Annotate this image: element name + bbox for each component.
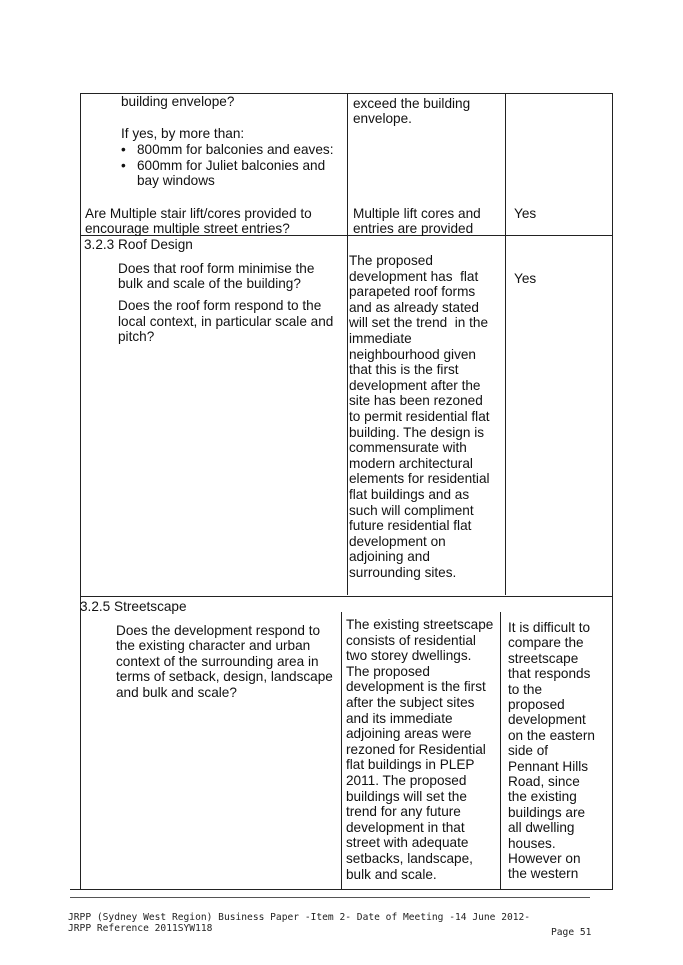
street-compliance-line: all dwelling [508, 820, 575, 836]
street-question-line: Does the development respond to [116, 623, 321, 638]
roof-comment-line: building. The design is [349, 424, 485, 440]
row-divider-street [80, 596, 613, 597]
col-divider-1b [341, 612, 342, 889]
envelope-comment-2: envelope. [353, 111, 412, 126]
street-comment-line: trend for any future [346, 804, 461, 820]
roof-comment-line: to permit residential flat [349, 409, 490, 424]
page-number: Page 51 [551, 927, 592, 938]
roof-comment-line: site has been rezoned [349, 393, 483, 409]
street-comment-line: street with adequate [346, 835, 469, 851]
roof-comment-line: modern architectural [349, 455, 473, 471]
street-comment-line: and its immediate [346, 710, 453, 726]
footer-line-2: JRPP Reference 2011SYW118 [68, 923, 213, 934]
table-left-border [80, 93, 81, 889]
roof-comment-line: surrounding sites. [349, 565, 457, 580]
footer-rule [70, 897, 590, 898]
stair-compliance: Yes [514, 206, 537, 221]
street-comment-line: The proposed [346, 663, 430, 679]
street-compliance-line: the western [508, 866, 579, 882]
footer-line-1: JRPP (Sydney West Region) Business Paper -Item 2- Date of Meeting -14 June 2012- [68, 912, 531, 923]
street-compliance-line: It is difficult to [508, 620, 591, 635]
stair-comment-1: Multiple lift cores and [353, 206, 481, 221]
street-compliance-line: compare the [508, 635, 584, 651]
table-bottom-border [70, 889, 613, 890]
col-divider-2 [505, 93, 506, 595]
stair-question-1: Are Multiple stair lift/cores provided to [85, 206, 312, 221]
roof-comment-line: immediate [349, 331, 412, 346]
street-comment-line: after the subject sites [346, 695, 475, 710]
street-compliance-line: proposed [508, 697, 565, 712]
roof-question-1a: Does that roof form minimise the [118, 261, 315, 276]
street-question-line: terms of setback, design, landscape [116, 669, 333, 685]
roof-question-1b: bulk and scale of the building? [118, 276, 301, 291]
street-comment-line: The existing streetscape [346, 617, 494, 632]
stair-comment-2: entries are provided [353, 221, 474, 236]
street-compliance-line: However on [508, 851, 581, 866]
street-comment-line: buildings will set the [346, 788, 467, 804]
roof-comment-line: The proposed [349, 253, 433, 268]
roof-comment-line: parapeted roof forms [349, 284, 476, 300]
roof-comment-line: future residential flat [349, 518, 472, 534]
roof-question-2b: local context, in particular scale and [118, 314, 334, 329]
table-right-border [612, 93, 613, 889]
street-compliance-line: houses. [508, 835, 556, 851]
street-heading: 3.2.5 Streetscape [80, 599, 187, 614]
roof-comment-line: elements for residential [349, 471, 490, 487]
roof-comment-line: and as already stated [349, 299, 479, 315]
roof-question-2c: pitch? [118, 329, 155, 344]
roof-comment-line: commensurate with [349, 440, 467, 456]
col-divider-2b [500, 612, 501, 889]
street-comment-line: flat buildings in PLEP [346, 757, 475, 773]
roof-comment-line: will set the trend in the [349, 315, 489, 331]
roof-comment-line: development after the [349, 377, 481, 393]
roof-comment-line: development has flat [349, 268, 479, 284]
street-compliance-line: the existing [508, 789, 577, 805]
street-comment-line: setbacks, landscape, [346, 851, 473, 866]
envelope-question: building envelope? [121, 94, 235, 109]
street-comment-line: rezoned for Residential [346, 741, 486, 757]
street-compliance-line: buildings are [508, 804, 586, 820]
roof-comment-line: adjoining and [349, 549, 430, 565]
envelope-comment-1: exceed the building [353, 96, 471, 111]
street-compliance-line: on the eastern [508, 727, 595, 743]
street-comment-line: development is the first [346, 679, 486, 695]
roof-comment-line: flat buildings and as [349, 487, 470, 502]
roof-question-2a: Does the roof form respond to the [118, 298, 322, 313]
roof-heading: 3.2.3 Roof Design [84, 237, 193, 252]
street-compliance-line: Road, since [508, 774, 580, 789]
street-question-line: and bulk and scale? [116, 684, 237, 700]
street-compliance-line: to the [508, 681, 543, 697]
roof-compliance: Yes [514, 271, 537, 286]
street-compliance-line: side of [508, 743, 549, 759]
roof-comment-line: neighbourhood given [349, 346, 476, 362]
col-divider-1 [347, 93, 348, 595]
street-compliance-line: streetscape [508, 650, 579, 666]
street-question-line: the existing character and urban [116, 638, 311, 654]
street-question-line: context of the surrounding area in [116, 653, 319, 669]
roof-comment-line: such will compliment [349, 502, 474, 518]
street-comment-line: development in that [346, 819, 465, 835]
roof-comment-line: development on [349, 533, 446, 549]
street-comment-line: 2011. The proposed [346, 773, 467, 788]
street-comment-line: bulk and scale. [346, 866, 437, 882]
street-comment-line: two storey dwellings. [346, 648, 472, 664]
street-compliance-line: that responds [508, 666, 591, 682]
envelope-bullet-2: • 600mm for Juliet balconies and [137, 158, 325, 174]
roof-comment-line: that this is the first [349, 362, 459, 378]
stair-question-2: encourage multiple street entries? [85, 221, 290, 236]
envelope-subquestion: If yes, by more than: [121, 126, 245, 141]
envelope-bullet-1: • 800mm for balconies and eaves: [137, 142, 333, 158]
street-comment-line: adjoining areas were [346, 726, 472, 742]
street-compliance-line: development [508, 712, 586, 728]
street-compliance-line: Pennant Hills [508, 758, 589, 774]
envelope-bullet-2-cont: bay windows [137, 173, 215, 188]
street-comment-line: consists of residential [346, 632, 476, 648]
